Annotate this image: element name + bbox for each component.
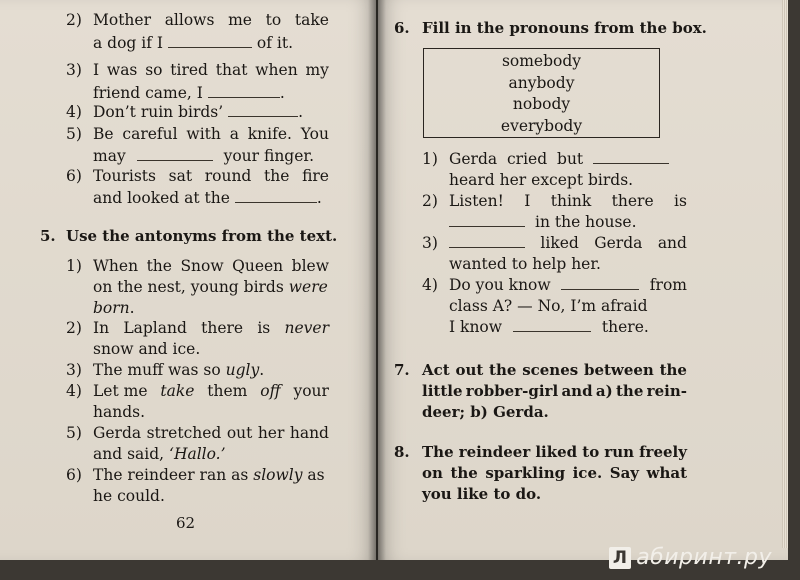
text: on the nest, young birds (93, 278, 284, 296)
word: When (93, 257, 139, 275)
box-word: anybody (508, 73, 575, 92)
word: b) (470, 403, 488, 421)
word: when (255, 61, 298, 79)
text: your finger. (223, 147, 315, 165)
book-spine (368, 0, 386, 560)
text: . (298, 103, 304, 121)
text: as (307, 466, 325, 484)
item-line: snow and ice. (93, 340, 201, 358)
answer-blank[interactable] (208, 83, 280, 98)
item-number: 2) (66, 11, 82, 29)
word: You (300, 125, 329, 143)
word: your (293, 382, 329, 400)
item-number: 2) (66, 319, 82, 337)
item-line (422, 381, 687, 402)
item-line (93, 318, 329, 339)
item-number: 6) (66, 466, 82, 484)
answer-blank[interactable] (168, 33, 252, 48)
word: robber-girl (465, 382, 559, 400)
item-line (93, 423, 329, 444)
text: . (279, 84, 285, 102)
item-number: 2) (422, 192, 438, 210)
item-line (449, 149, 669, 170)
word: the (489, 361, 517, 379)
emphasis-word: ugly (225, 361, 260, 379)
emphasis-word: never (284, 319, 329, 337)
text: The reindeer ran as (93, 466, 249, 484)
item-number: 4) (66, 382, 82, 400)
answer-blank[interactable] (561, 275, 639, 290)
emphasis-word: born (93, 299, 130, 317)
item-line (422, 442, 687, 463)
word: and (561, 382, 593, 400)
text: Don’t ruin birds’ (93, 103, 224, 121)
item-line (422, 360, 687, 381)
word: sparkling (485, 464, 566, 482)
word: the (450, 464, 478, 482)
item-line (93, 102, 303, 123)
page-number: 62 (176, 514, 196, 532)
word: them (207, 382, 248, 400)
word: the (659, 361, 687, 379)
word: Lapland (123, 319, 187, 337)
word: out (226, 424, 253, 442)
text: . (129, 299, 135, 317)
item-line (93, 465, 325, 486)
word: blew (291, 257, 329, 275)
word: knife. (247, 125, 292, 143)
word: scenes (522, 361, 579, 379)
answer-blank[interactable] (513, 317, 591, 332)
word: In (93, 319, 110, 337)
word: ice. (572, 464, 603, 482)
emphasis-word: were (288, 278, 328, 296)
item-line (93, 381, 329, 402)
word: Gerda (93, 424, 142, 442)
word: do. (515, 485, 542, 503)
word: there (611, 192, 654, 210)
item-line (422, 463, 687, 484)
word: is (257, 319, 271, 337)
word: hand (289, 424, 329, 442)
word: Mother (93, 11, 151, 29)
word: little (422, 382, 463, 400)
text: and said, (93, 445, 165, 463)
word: my (305, 61, 329, 79)
item-line (449, 233, 687, 254)
word: sat (168, 167, 193, 185)
word: Gerda. (493, 403, 549, 421)
word: Listen! (449, 192, 504, 210)
word: what (646, 464, 687, 482)
exercise-number: 8. (394, 443, 410, 461)
word: allows (164, 11, 215, 29)
item-line (93, 124, 329, 145)
word: Gerda (449, 150, 498, 168)
word: round (204, 167, 252, 185)
watermark-text: абиринт.ру (636, 545, 772, 570)
word: careful (122, 125, 178, 143)
item-line (93, 256, 329, 277)
word: a (229, 125, 239, 143)
item-line (422, 484, 541, 505)
word: think (550, 192, 592, 210)
word: deer; (422, 403, 466, 421)
word: the (615, 382, 644, 400)
item-number: 6) (66, 167, 82, 185)
word: Tourists (93, 167, 156, 185)
item-line (422, 402, 549, 423)
item-number: 1) (422, 150, 438, 168)
item-line: class A? — No, I’m afraid (449, 297, 648, 315)
item-line (449, 191, 687, 212)
emphasis-word: take (160, 382, 195, 400)
word: out (455, 361, 484, 379)
item-line (93, 277, 328, 298)
word: with (186, 125, 221, 143)
word: you (422, 485, 452, 503)
item-number: 3) (66, 61, 82, 79)
text: . (259, 361, 265, 379)
text: Do you know (449, 276, 551, 294)
answer-blank[interactable] (137, 146, 213, 161)
word: Snow (180, 257, 224, 275)
item-line: wanted to help her. (449, 255, 601, 273)
text: The muff was so (93, 361, 221, 379)
word: take (294, 11, 329, 29)
text: Let me (93, 382, 148, 400)
word: and (657, 234, 687, 252)
word: her (257, 424, 285, 442)
text: a dog if I (93, 34, 164, 52)
item-line (93, 188, 322, 209)
word: on (422, 464, 443, 482)
item-line: hands. (93, 403, 146, 421)
word: liked (535, 443, 578, 461)
word: fire (302, 167, 329, 185)
answer-blank[interactable] (235, 188, 317, 203)
word: Queen (232, 257, 284, 275)
exercise-title: Fill in the pronouns from the box. (422, 19, 707, 37)
word: Gerda (594, 234, 643, 252)
exercise-number: 7. (394, 361, 410, 379)
word: from (649, 276, 687, 294)
text: . (316, 189, 322, 207)
item-line (93, 60, 329, 81)
text: of it. (256, 34, 293, 52)
word: reindeer (458, 443, 531, 461)
item-line (93, 33, 293, 54)
word: run (604, 443, 635, 461)
item-line (449, 317, 649, 338)
box-word: nobody (512, 95, 571, 113)
item-line (93, 298, 135, 319)
item-line (93, 444, 226, 465)
word: so (145, 61, 163, 79)
word: between (583, 361, 654, 379)
word: to (493, 485, 511, 503)
word: me (228, 11, 252, 29)
emphasis-word: ‘Hallo.’ (169, 445, 226, 463)
word: to (582, 443, 600, 461)
word: like (456, 485, 489, 503)
word: The (422, 443, 454, 461)
text: I know (449, 318, 503, 336)
text: and looked at the (93, 189, 230, 207)
word: but (557, 150, 584, 168)
answer-blank[interactable] (449, 212, 525, 227)
emphasis-word: off (260, 382, 281, 400)
word: freely (639, 443, 687, 461)
item-line (93, 360, 264, 381)
exercise-title: Use the antonyms from the text. (66, 227, 338, 245)
item-number: 5) (66, 424, 82, 442)
word: stretched (146, 424, 222, 442)
exercise-number: 6. (394, 19, 410, 37)
item-line: he could. (93, 487, 165, 505)
word: there (201, 319, 244, 337)
box-word: everybody (500, 116, 583, 135)
word: the (264, 167, 290, 185)
text: there. (601, 318, 649, 336)
item-number: 4) (422, 276, 438, 294)
word: a) (595, 382, 613, 400)
word: tired (170, 61, 208, 79)
answer-blank[interactable] (449, 233, 525, 248)
box-word: somebody (501, 52, 582, 70)
word: the (146, 257, 172, 275)
word: was (106, 61, 138, 79)
exercise-number: 5. (40, 227, 56, 245)
item-number: 1) (66, 257, 82, 275)
word: is (674, 192, 687, 210)
text: may (93, 147, 126, 165)
item-line (449, 212, 637, 233)
emphasis-word: slowly (253, 466, 303, 484)
word: Say (609, 464, 640, 482)
word: Act (422, 361, 450, 379)
word: Be (93, 125, 114, 143)
watermark-logo (609, 545, 772, 570)
item-line: heard her except birds. (449, 171, 634, 189)
word: rein- (646, 382, 687, 400)
item-line (93, 166, 329, 187)
item-number: 5) (66, 125, 82, 143)
text: in the house. (535, 213, 637, 231)
word: I (93, 61, 100, 79)
answer-blank[interactable] (593, 149, 669, 164)
word: I (524, 192, 531, 210)
pronoun-box (423, 48, 660, 138)
item-line (449, 275, 687, 296)
word: cried (507, 150, 548, 168)
item-line (93, 10, 329, 31)
word: liked (540, 234, 579, 252)
text: friend came, I (93, 84, 203, 102)
word: that (215, 61, 248, 79)
page-edge (782, 0, 788, 548)
item-number: 4) (66, 103, 82, 121)
word: to (265, 11, 282, 29)
item-number: 3) (66, 361, 82, 379)
labyrinth-logo-icon: Л (609, 547, 631, 569)
item-number: 3) (422, 234, 438, 252)
item-line (93, 146, 314, 167)
item-line (93, 83, 285, 104)
answer-blank[interactable] (228, 102, 298, 117)
